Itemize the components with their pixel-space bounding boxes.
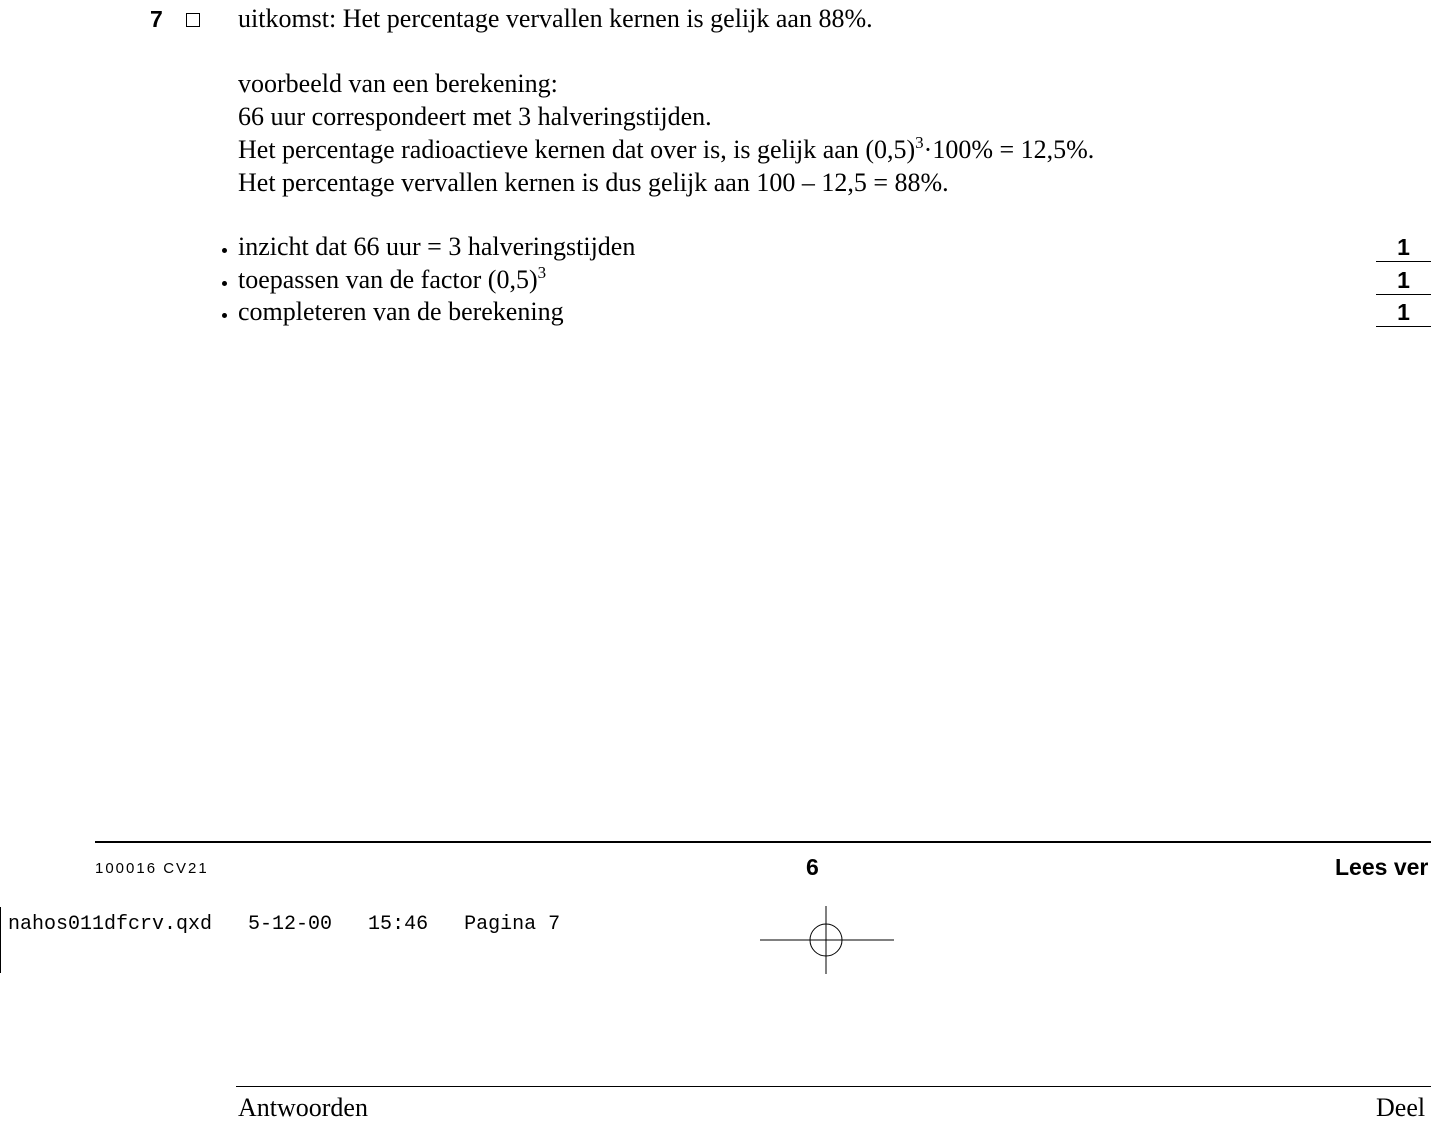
footer-page-number: 6: [806, 854, 819, 880]
bullet-icon: [222, 313, 227, 318]
criterion-2-exponent: 3: [537, 263, 547, 282]
criterion-2-text: toepassen van de factor (0,5): [238, 265, 538, 294]
footer-code: 100016 CV21: [95, 860, 209, 877]
footer-continue: Lees ver: [1335, 854, 1429, 880]
outcome-line: uitkomst: Het percentage vervallen kernen is gelijk aan 88%.: [238, 4, 873, 33]
checkbox-icon: [186, 13, 200, 27]
slug-line: nahos011dfcrv.qxd 5-12-00 15:46 Pagina 7: [8, 913, 561, 936]
calc-line-2-exponent: 3: [915, 133, 924, 152]
bullet-icon: [222, 248, 227, 253]
calc-line-1: 66 uur correspondeert met 3 halveringstijden.: [238, 102, 712, 131]
bottom-right-label: Deel: [1376, 1093, 1426, 1122]
criterion-2-score: 1: [1376, 266, 1431, 295]
bottom-left-label: Antwoorden: [238, 1093, 368, 1122]
bullet-icon: [222, 281, 227, 286]
calc-line-2-result: ·100% = 12,5%.: [923, 135, 1095, 164]
criterion-1: inzicht dat 66 uur = 3 halveringstijden: [238, 232, 636, 261]
calc-line-2-text: Het percentage radioactieve kernen dat over is, is gelijk aan (0,5): [238, 135, 916, 164]
footer-rule: [95, 841, 1431, 843]
criterion-1-score: 1: [1376, 233, 1431, 262]
criterion-2: [238, 265, 546, 298]
example-heading: voorbeeld van een berekening:: [238, 69, 558, 98]
calc-line-2: [238, 135, 1094, 168]
registration-crosshair-icon: [758, 906, 896, 974]
bottom-rule: [236, 1086, 1431, 1087]
criterion-3-score: 1: [1376, 298, 1431, 327]
question-number: 7: [150, 6, 163, 32]
criterion-3: completeren van de berekening: [238, 297, 564, 326]
calc-line-3: Het percentage vervallen kernen is dus gelijk aan 100 – 12,5 = 88%.: [238, 168, 949, 197]
slug-bar: [0, 907, 1, 973]
